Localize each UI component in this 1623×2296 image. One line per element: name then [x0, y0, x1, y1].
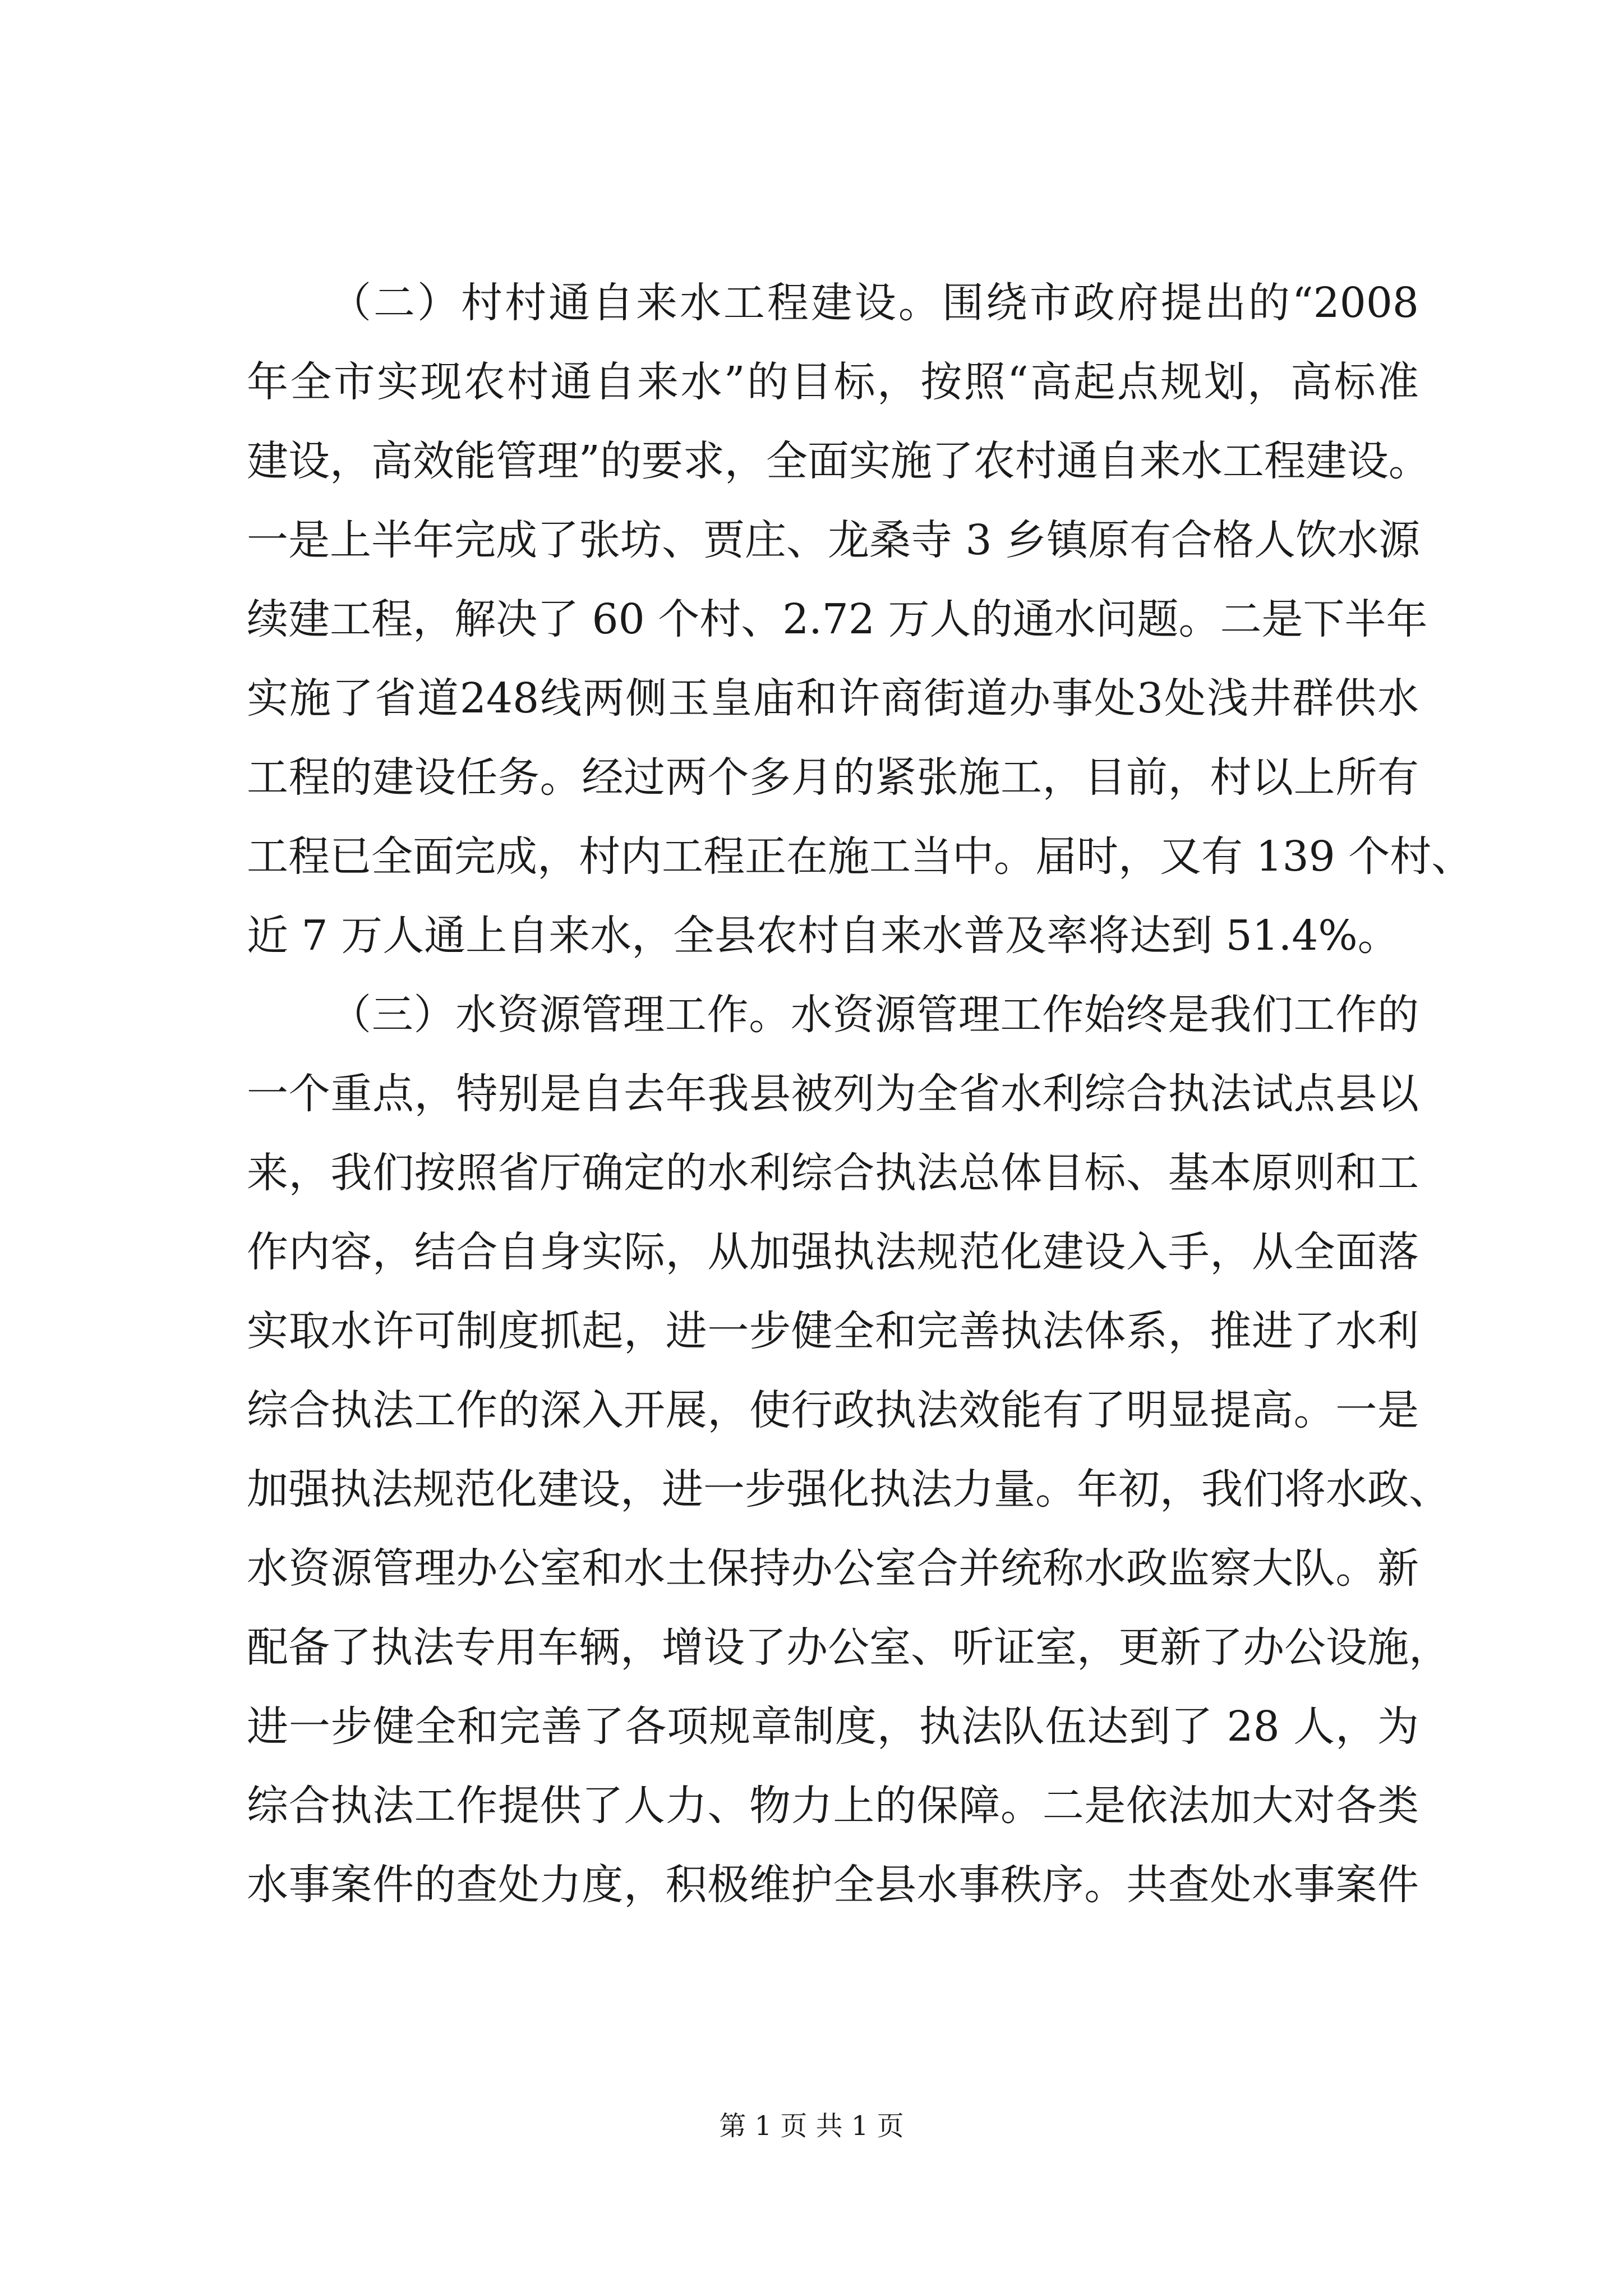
- page-number: 第 1 页 共 1 页: [719, 2110, 904, 2142]
- paragraph-line: 实取水许可制度抓起，进一步健全和完善执法体系，推进了水利: [247, 1307, 1419, 1355]
- paragraph-line: 进一步健全和完善了各项规章制度，执法队伍达到了 28 人，为: [247, 1703, 1419, 1751]
- paragraph-line: 水事案件的查处力度，积极维护全县水事秩序。共查处水事案件: [247, 1861, 1419, 1909]
- page-footer: [0, 2109, 1623, 2143]
- paragraph-line: 续建工程，解决了 60 个村、2.72 万人的通水问题。二是下半年: [247, 595, 1428, 643]
- paragraph-line: 建设，高效能管理”的要求，全面实施了农村通自来水工程建设。: [247, 437, 1430, 485]
- paragraph-line: （二）村村通自来水工程建设。围绕市政府提出的“2008: [330, 279, 1419, 327]
- paragraph-line: 工程已全面完成，村内工程正在施工当中。届时，又有 139 个村、: [247, 832, 1473, 881]
- paragraph-line: 一个重点，特别是自去年我县被列为全省水利综合执法试点县以: [247, 1070, 1419, 1118]
- paragraph-line: 年全市实现农村通自来水”的目标，按照“高起点规划，高标准: [247, 358, 1419, 406]
- paragraph-line: 作内容，结合自身实际，从加强执法规范化建设入手，从全面落: [247, 1228, 1419, 1276]
- paragraph-line: 一是上半年完成了张坊、贾庄、龙桑寺 3 乡镇原有合格人饮水源: [247, 516, 1421, 564]
- paragraph-line: （三）水资源管理工作。水资源管理工作始终是我们工作的: [330, 991, 1419, 1039]
- paragraph-line: 配备了执法专用车辆，增设了办公室、听证室，更新了办公设施，: [247, 1623, 1450, 1672]
- document-body: [247, 264, 1473, 1925]
- paragraph-line: 综合执法工作的深入开展，使行政执法效能有了明显提高。一是: [247, 1386, 1419, 1434]
- paragraph-line: 工程的建设任务。经过两个多月的紧张施工，目前，村以上所有: [247, 753, 1419, 802]
- paragraph-line: 加强执法规范化建设，进一步强化执法力量。年初，我们将水政、: [247, 1465, 1450, 1513]
- paragraph-line: 综合执法工作提供了人力、物力上的保障。二是依法加大对各类: [247, 1782, 1419, 1830]
- paragraph-line: 近 7 万人通上自来水，全县农村自来水普及率将达到 51.4%。: [247, 912, 1399, 960]
- paragraph-line: 实施了省道248线两侧玉皇庙和许商街道办事处3处浅井群供水: [247, 674, 1419, 723]
- paragraph-line: 水资源管理办公室和水土保持办公室合并统称水政监察大队。新: [247, 1544, 1419, 1593]
- paragraph-line: 来，我们按照省厅确定的水利综合执法总体目标、基本原则和工: [247, 1149, 1419, 1197]
